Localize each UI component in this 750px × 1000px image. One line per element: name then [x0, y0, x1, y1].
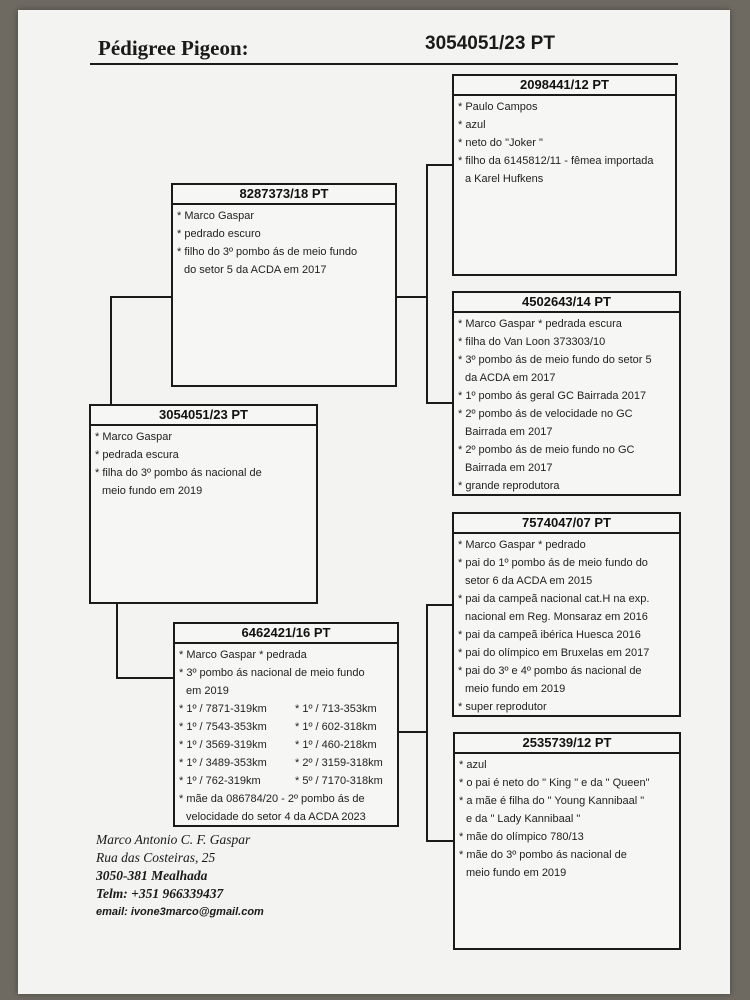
subject-line: * Marco Gaspar — [95, 431, 173, 443]
dam-sire-line: * pai da campeã nacional cat.H na exp. — [458, 593, 650, 605]
dam-dam-line: * azul — [459, 759, 487, 771]
sire-dam-line: * Marco Gaspar * pedrada escura — [458, 318, 622, 330]
dam-result: * 1º / 7543-353km — [179, 721, 267, 733]
subject-ring-number: 3054051/23 PT — [91, 406, 316, 426]
dam-card — [173, 622, 399, 827]
dam-sire-line: * pai do 1º pombo ás de meio fundo do — [458, 557, 648, 569]
dam-sire-line: * pai do 3º e 4º pombo ás nacional de — [458, 665, 642, 677]
sire-line: do setor 5 da ACDA em 2017 — [184, 264, 327, 276]
dam-sire-line: setor 6 da ACDA em 2015 — [465, 575, 593, 587]
dam-sire-line: * Marco Gaspar * pedrado — [458, 539, 586, 551]
dam-dam-line: meio fundo em 2019 — [466, 867, 567, 879]
dam-dam-line: e da " Lady Kannibaal " — [466, 813, 581, 825]
subject-line: meio fundo em 2019 — [102, 485, 203, 497]
dam-sire-ring-number: 7574047/07 PT — [454, 514, 679, 534]
dam-line: * Marco Gaspar * pedrada — [179, 649, 307, 661]
sire-dam-line: * 2º pombo ás de meio fundo no GC — [458, 444, 635, 456]
dam-dam-ring-number: 2535739/12 PT — [455, 734, 679, 754]
dam-result: * 1º / 7871-319km — [179, 703, 267, 715]
sire-sire-line: * filho da 6145812/11 - fêmea importada — [458, 155, 654, 167]
breeder-street: Rua das Costeiras, 25 — [96, 850, 216, 865]
dam-result: * 1º / 713-353km — [295, 703, 377, 715]
dam-sire-line: * pai do olímpico em Bruxelas em 2017 — [458, 647, 650, 659]
subject-line: * pedrada escura — [95, 449, 179, 461]
sire-dam-line: * 1º pombo ás geral GC Bairrada 2017 — [458, 390, 647, 402]
dam-result: * 2º / 3159-318km — [295, 757, 383, 769]
breeder-city: 3050-381 Mealhada — [96, 868, 208, 883]
dam-dam-card — [453, 732, 681, 950]
sire-sire-ring-number: 2098441/12 PT — [454, 76, 675, 96]
connector-dam-branch-h — [398, 731, 428, 733]
dam-result-row — [179, 718, 393, 736]
page-title: Pédigree Pigeon: — [98, 36, 249, 60]
dam-result: * 1º / 762-319km — [179, 775, 261, 787]
sire-sire-card — [452, 74, 677, 276]
sire-dam-card — [452, 291, 681, 496]
dam-line: * 3º pombo ás nacional de meio fundo — [179, 667, 365, 679]
sire-sire-line: a Karel Hufkens — [465, 173, 544, 185]
dam-sire-line: nacional em Reg. Monsaraz em 2016 — [465, 611, 648, 623]
dam-sire-line: * pai da campeã ibérica Huesca 2016 — [458, 629, 641, 641]
sire-dam-line: * 2º pombo ás de velocidade no GC — [458, 408, 633, 420]
header-divider — [90, 63, 678, 65]
sire-line: * filho do 3º pombo ás de meio fundo — [177, 246, 358, 258]
connector-subject-sire-h — [110, 296, 172, 298]
connector-dam-sire-h — [426, 604, 454, 606]
dam-line: em 2019 — [186, 685, 229, 697]
dam-note: velocidade do setor 4 da ACDA 2023 — [186, 811, 366, 823]
header-ring-number: 3054051/23 PT — [425, 33, 555, 54]
dam-sire-line: meio fundo em 2019 — [465, 683, 566, 695]
dam-result: * 5º / 7170-318km — [295, 775, 383, 787]
dam-ring-number: 6462421/16 PT — [175, 624, 397, 644]
dam-result: * 1º / 602-318km — [295, 721, 377, 733]
sire-card — [171, 183, 397, 387]
dam-dam-line: * mãe do 3º pombo ás nacional de — [459, 849, 627, 861]
sire-dam-line: da ACDA em 2017 — [465, 372, 556, 384]
sire-line: * pedrado escuro — [177, 228, 261, 240]
connector-subject-sire-v — [110, 296, 112, 406]
connector-sire-dam-h — [426, 402, 454, 404]
connector-sire-branch-v — [426, 164, 428, 404]
sire-line: * Marco Gaspar — [177, 210, 255, 222]
dam-dam-line: * a mãe é filha do " Young Kannibaal " — [459, 795, 645, 807]
connector-dam-branch-v — [426, 604, 428, 842]
dam-result: * 1º / 460-218km — [295, 739, 377, 751]
subject-card — [89, 404, 318, 604]
dam-result-row — [179, 700, 393, 718]
breeder-email: email: ivone3marco@gmail.com — [96, 906, 264, 918]
dam-dam-line: * mãe do olímpico 780/13 — [459, 831, 584, 843]
dam-result-row — [179, 754, 393, 772]
sire-dam-line: * grande reprodutora — [458, 480, 560, 492]
dam-result: * 1º / 3569-319km — [179, 739, 267, 751]
sire-dam-line: * 3º pombo ás de meio fundo do setor 5 — [458, 354, 652, 366]
dam-result: * 1º / 3489-353km — [179, 757, 267, 769]
dam-dam-line: * o pai é neto do " King " e da " Queen" — [459, 777, 650, 789]
sire-sire-line: * neto do "Joker " — [458, 137, 543, 149]
connector-sire-branch-h — [396, 296, 428, 298]
sire-dam-ring-number: 4502643/14 PT — [454, 293, 679, 313]
dam-result-row — [179, 736, 393, 754]
connector-subject-dam-h — [116, 677, 174, 679]
sire-dam-line: Bairrada em 2017 — [465, 426, 553, 438]
connector-subject-dam-v — [116, 603, 118, 679]
sire-dam-line: Bairrada em 2017 — [465, 462, 553, 474]
connector-sire-sire-h — [426, 164, 454, 166]
subject-line: * filha do 3º pombo ás nacional de — [95, 467, 262, 479]
dam-note: * mãe da 086784/20 - 2º pombo ás de — [179, 793, 365, 805]
breeder-name: Marco Antonio C. F. Gaspar — [96, 832, 251, 847]
sire-dam-line: * filha do Van Loon 373303/10 — [458, 336, 606, 348]
sire-ring-number: 8287373/18 PT — [173, 185, 395, 205]
dam-sire-line: * super reprodutor — [458, 701, 547, 713]
sire-sire-line: * azul — [458, 119, 486, 131]
breeder-phone: Telm: +351 966339437 — [96, 886, 224, 901]
connector-dam-dam-h — [426, 840, 454, 842]
dam-sire-card — [452, 512, 681, 717]
sire-sire-line: * Paulo Campos — [458, 101, 538, 113]
dam-result-row — [179, 772, 393, 790]
breeder-contact — [96, 831, 264, 921]
